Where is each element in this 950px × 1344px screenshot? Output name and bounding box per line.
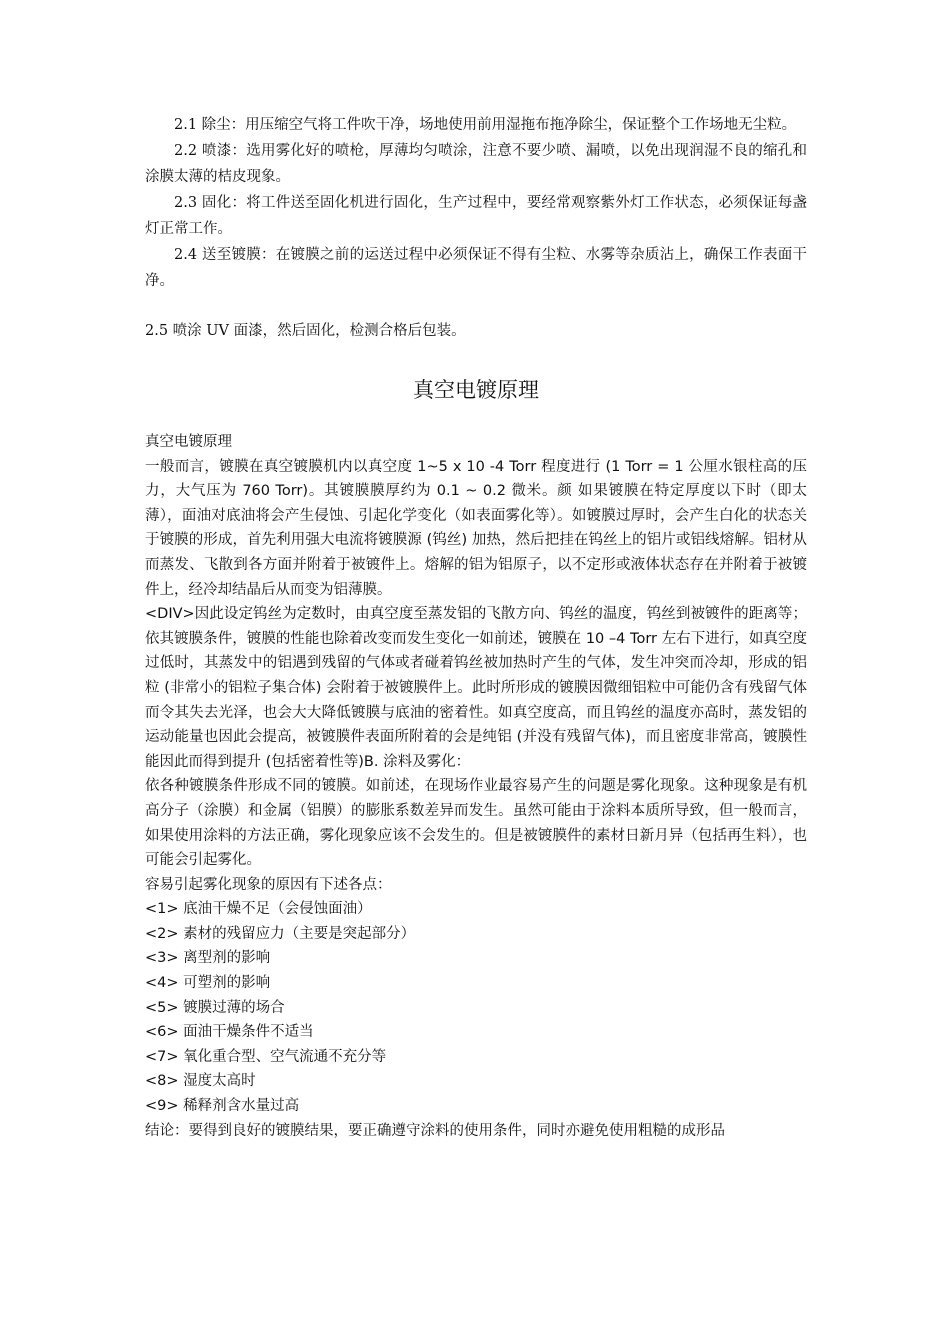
paragraph-tungsten: <DIV>因此设定钨丝为定数时，由真空度至蒸发铝的飞散方向、钨丝的温度，钨丝到被镀件的距离等；依其镀膜条件，镀膜的性能也除着改变而发生变化一如前述，镀膜在 10 –4 Torr 左右下进行，如真空度过低时，其蒸发中的铝遇到残留的气体或者碰着钨丝被加热时产生的气体，发生冲突而冷却，形成的铝粒 (非常小的铝粒子集合体) 会附着于被镀膜件上。此时所形成的镀膜因微细铝粒中可能仍含有残留气体而令其失去光泽，也会大大降低镀膜与底油的密着性。如真空度高，而且钨丝的温度亦高时，蒸发铝的运动能量也因此会提高，被镀膜件表面所附着的会是纯铝 (并没有残留气体)，而且密度非常高，镀膜性能因此而得到提升 (包括密着性等)B. 涂料及雾化： xyxy=(145,606,807,770)
list-item: <3> 离型剂的影响 xyxy=(145,950,271,967)
paragraph-general: 一般而言，镀膜在真空镀膜机内以真空度 1~5 x 10 -4 Torr 程度进行 (1 Torr = 1 公厘水银柱高的压力，大气压为 760 Torr)。其镀膜膜厚约为 0.1 ~ 0.2 微米。颜 如果镀膜在特定厚度以下时（即太薄），面油对底油将会产生侵蚀、引起化学变化（如表面雾化等）。如镀膜过厚时，会产生白化的状态关于镀膜的形成，首先利用强大电流将镀膜源 (钨丝) 加热，然后把挂在钨丝上的铝片或铝线熔解。铝材从而蒸发、飞散到各方面并附着于被镀件上。熔解的铝为铝原子，以不定形或液体状态存在并附着于被镀件上，经冷却结晶后从而变为铝薄膜。 xyxy=(145,458,807,598)
list-item: <6> 面油干燥条件不适当 xyxy=(145,1024,314,1041)
spacer xyxy=(145,294,807,318)
step-curing: 2.3 固化：将工件送至固化机进行固化，生产过程中，要经常观察紫外灯工作状态，必须保证每盏灯正常工作。 xyxy=(145,195,807,237)
list-item: <8> 湿度太高时 xyxy=(145,1073,256,1090)
step-to-coating: 2.4 送至镀膜：在镀膜之前的运送过程中必须保证不得有尘粒、水雾等杂质沾上，确保工作表面干净。 xyxy=(145,247,807,289)
subheading: 真空电镀原理 xyxy=(145,434,232,450)
paragraph-fogging: 依各种镀膜条件形成不同的镀膜。如前述，在现场作业最容易产生的问题是雾化现象。这种现象是有机高分子（涂膜）和金属（铝膜）的膨胀系数差异而发生。虽然可能由于涂料本质所导致，但一般而言，如果使用涂料的方法正确，雾化现象应该不会发生的。但是被镀膜件的素材日新月异（包括再生料），也可能会引起雾化。 xyxy=(145,778,807,869)
list-item: <1> 底油干燥不足（会侵蚀面油） xyxy=(145,901,372,918)
section-title: 真空电镀原理 xyxy=(413,378,539,402)
document-page xyxy=(145,112,807,1143)
list-item: <5> 镀膜过薄的场合 xyxy=(145,999,285,1016)
step-uv-topcoat: 2.5 喷涂 UV 面漆，然后固化，检测合格后包装。 xyxy=(145,323,466,339)
list-item: <9> 稀释剂含水量过高 xyxy=(145,1098,300,1115)
step-spray-paint: 2.2 喷漆：选用雾化好的喷枪，厚薄均匀喷涂，注意不要少喷、漏喷，以免出现润湿不良的缩孔和涂膜太薄的桔皮现象。 xyxy=(145,143,807,185)
list-item: <4> 可塑剂的影响 xyxy=(145,975,271,992)
causes-intro: 容易引起雾化现象的原因有下述各点： xyxy=(145,876,392,893)
list-item: <2> 素材的残留应力（主要是突起部分） xyxy=(145,925,416,942)
conclusion: 结论：要得到良好的镀膜结果，要正确遵守涂料的使用条件，同时亦避免使用粗糙的成形品 xyxy=(145,1122,725,1139)
list-item: <7> 氧化重合型、空气流通不充分等 xyxy=(145,1048,387,1065)
causes-list xyxy=(145,897,807,1118)
step-dust-removal: 2.1 除尘：用压缩空气将工件吹干净，场地使用前用湿拖布拖净除尘，保证整个工作场地无尘粒。 xyxy=(174,117,797,133)
